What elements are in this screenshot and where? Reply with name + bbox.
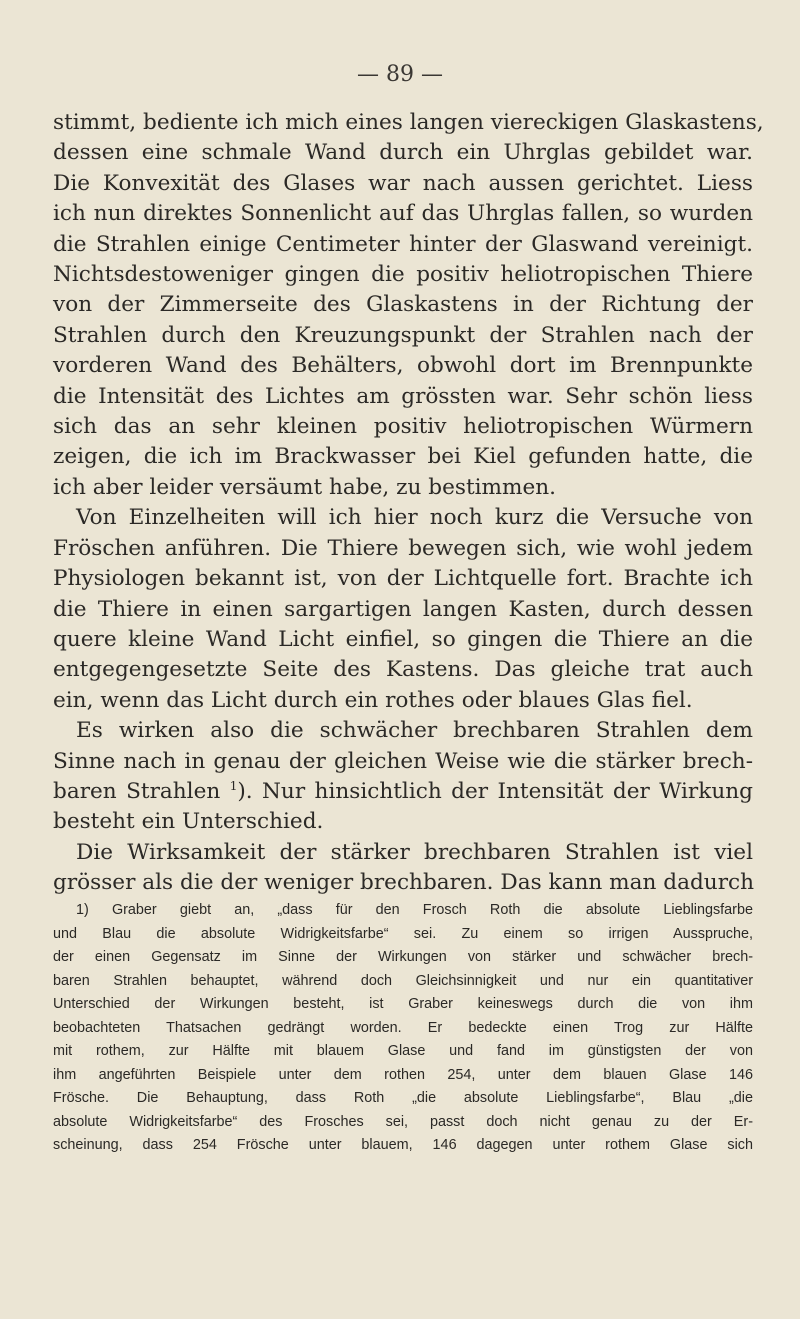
- main-text: [53, 108, 764, 899]
- text-line: vorderen Wand des Behälters, obwohl dort im Brennpunkte: [53, 353, 753, 379]
- text-line: ich aber leider versäumt habe, zu bestimmen.: [53, 474, 557, 500]
- text-line: ein, wenn das Licht durch ein rothes oder blaues Glas fiel.: [53, 687, 693, 713]
- text-line: Die Konvexität des Glases war nach aussen gerichtet. Liess: [53, 170, 753, 196]
- footnote-line: Frösche. Die Behauptung, dass Roth „die absolute Lieblingsfarbe“, Blau „die: [53, 1090, 753, 1106]
- footnote-line: der einen Gegensatz im Sinne der Wirkungen von stärker und schwächer brech-: [53, 949, 753, 965]
- text-line: sich das an sehr kleinen positiv heliotropischen Würmern: [53, 414, 753, 440]
- text-line: die Thiere in einen sargartigen langen Kasten, durch dessen: [53, 596, 753, 622]
- text-line: Es wirken also die schwächer brechbaren Strahlen dem: [76, 718, 753, 744]
- text-line: quere kleine Wand Licht einfiel, so gingen die Thiere an die: [53, 626, 753, 652]
- footnote-line: und Blau die absolute Widrigkeitsfarbe“ sei. Zu einem so irrigen Ausspruche,: [53, 925, 753, 942]
- text-line: die Strahlen einige Centimeter hinter der Glaswand vereinigt.: [53, 231, 753, 257]
- footnote-line: Unterschied der Wirkungen besteht, ist Graber keineswegs durch die von ihm: [53, 996, 753, 1012]
- text-line: Die Wirksamkeit der stärker brechbaren Strahlen ist viel: [76, 839, 753, 865]
- footnote-reference: 1: [229, 778, 238, 793]
- footnote-line: scheinung, dass 254 Frösche unter blauem, 146 dagegen unter rothem Glase sich: [53, 1137, 753, 1153]
- text-line: Nichtsdestoweniger gingen die positiv heliotropischen Thiere: [53, 262, 753, 288]
- text-line: Von Einzelheiten will ich hier noch kurz die Versuche von: [76, 505, 753, 531]
- text-line: dessen eine schmale Wand durch ein Uhrglas gebildet war.: [53, 140, 753, 166]
- text-line: grösser als die der weniger brechbaren. Das kann man dadurch: [53, 870, 755, 896]
- text-line: die Intensität des Lichtes am grössten war. Sehr schön liess: [53, 383, 753, 409]
- footnote-line: absolute Widrigkeitsfarbe“ des Frosches sei, passt doch nicht genau zu der Er-: [53, 1113, 753, 1130]
- text-line: Fröschen anführen. Die Thiere bewegen sich, wie wohl jedem: [53, 535, 753, 561]
- text-line-with-footnote: [53, 777, 753, 807]
- text-line: ich nun direktes Sonnenlicht auf das Uhrglas fallen, so wurden: [53, 201, 753, 227]
- text-line: Physiologen bekannt ist, von der Lichtquelle fort. Brachte ich: [53, 566, 753, 592]
- text-line: Sinne nach in genau der gleichen Weise wie die stärker brech-: [53, 748, 753, 774]
- footnote-line: 1) Graber giebt an, „dass für den Frosch Roth die absolute Lieblingsfarbe: [76, 902, 753, 918]
- text-fragment: ). Nur hinsichtlich der Intensität der Wirkung: [237, 778, 753, 804]
- text-fragment: baren Strahlen: [53, 778, 221, 804]
- text-line: entgegengesetzte Seite des Kastens. Das gleiche trat auch: [53, 657, 753, 683]
- footnote-line: beobachteten Thatsachen gedrängt worden. Er bedeckte einen Trog zur Hälfte: [53, 1019, 753, 1036]
- footnote: [53, 899, 753, 1158]
- footnote-line: baren Strahlen behauptet, während doch Gleichsinnigkeit und nur ein quantitativer: [53, 972, 753, 989]
- text-line: zeigen, die ich im Brackwasser bei Kiel gefunden hatte, die: [53, 444, 753, 470]
- page-number: — 89 —: [357, 62, 443, 87]
- text-line: stimmt, bediente ich mich eines langen viereckigen Glaskastens,: [53, 110, 764, 135]
- footnote-line: mit rothem, zur Hälfte mit blauem Glase und fand im günstigsten der von: [53, 1043, 753, 1059]
- text-line: von der Zimmerseite des Glaskastens in der Richtung der: [53, 292, 753, 318]
- footnote-line: ihm angeführten Beispiele unter dem rothen 254, unter dem blauen Glase 146: [53, 1066, 753, 1083]
- text-line: Strahlen durch den Kreuzungspunkt der Strahlen nach der: [53, 322, 753, 348]
- text-line: besteht ein Unterschied.: [53, 809, 324, 835]
